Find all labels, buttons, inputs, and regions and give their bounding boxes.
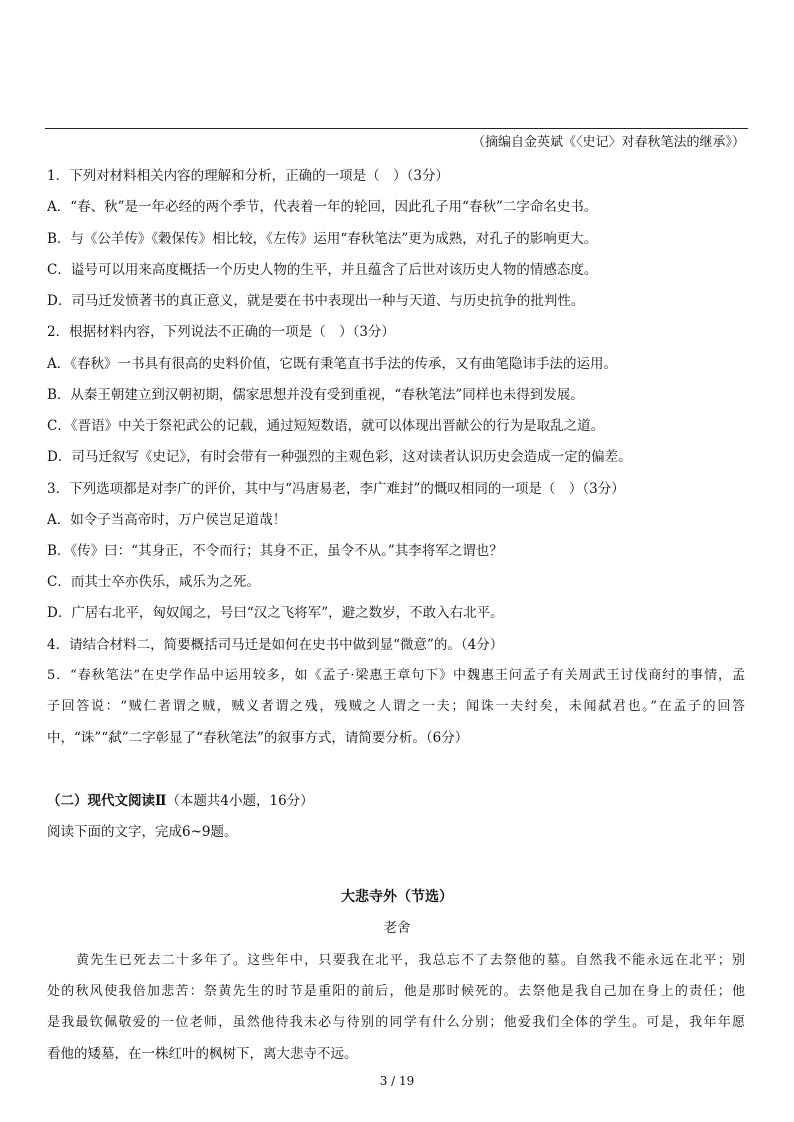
article-paragraph-line: 黄先生已死去二十多年了。这些年中，只要我在北平，我总忘不了去祭他的墓。自然我不能永远在北平；别 (76, 953, 745, 968)
header-divider (45, 128, 748, 129)
question-2-option-d: D．司马迁叙写《史记》，有时会带有一种强烈的主观色彩，这对读者认识历史会造成一定的偏差。 (47, 449, 632, 465)
source-citation: （摘编自金英斌《〈史记〉对春秋笔法的继承》） (471, 135, 745, 150)
question-3-option-a: A．如令子当高帝时，万户侯岂足道哉！ (47, 512, 287, 528)
question-1-option-d: D．司马迁发愤著书的真正意义，就是要在书中表现出一种与天道、与历史抗争的批判性。 (47, 293, 585, 309)
question-3-option-b: B．《传》曰：“其身正，不令而行；其身不正，虽令不从。”其李将军之谓也？ (47, 543, 503, 559)
question-1-option-a: A．“春、秋”是一年必经的两个季节，代表着一年的轮回，因此孔子用“春秋”二字命名史书。 (47, 199, 598, 215)
section-info: （本题共4小题，16分） (166, 793, 314, 809)
page-number: 3 / 19 (379, 1074, 415, 1088)
article-title: 大悲寺外（节选） (341, 889, 453, 905)
question-2-stem: 2．根据材料内容，下列说法不正确的一项是（ ）（3分） (47, 324, 395, 340)
question-5-line: 中，“诛”“弑”二字彰显了“春秋笔法”的叙事方式，请简要分析。（6分） (47, 730, 469, 746)
question-5-line: 子回答说：“贼仁者谓之贼，贼义者谓之残，残贼之人谓之一夫；闻诛一夫纣矣，未闻弑君也。”在孟子的回答 (47, 699, 745, 714)
article-paragraph-line: 处的秋风使我倍加悲苦：祭黄先生的时节是重阳的前后，他是那时候死的。去祭他是我自己加在身上的责任；他 (47, 984, 745, 999)
question-2-option-a: A．《春秋》一书具有很高的史料价值，它既有秉笔直书手法的传承，又有曲笔隐讳手法的运用。 (47, 356, 617, 372)
article-paragraph-line: 看他的矮墓，在一株红叶的枫树下，离大悲寺不远。 (47, 1046, 358, 1062)
section-instruction: 阅读下面的文字，完成6~9题。 (47, 824, 238, 840)
question-2-option-b: B．从秦王朝建立到汉朝初期，儒家思想并没有受到重视，“春秋笔法”同样也未得到发展。 (47, 387, 584, 403)
article-paragraph-line: 是我最钦佩敬爱的一位老师，虽然他待我未必与待别的同学有什么分别；他爱我们全体的学生。可是，我年年愿 (47, 1015, 745, 1030)
question-1-option-b: B．与《公羊传》《穀保传》相比较，《左传》运用“春秋笔法”更为成熟，对孔子的影响更大。 (47, 231, 598, 247)
section-title: （二）现代文阅读Ⅱ (47, 793, 167, 809)
question-5-line: 5．“春秋笔法”在史学作品中运用较多，如《孟子·梁惠王章句下》中魏惠王问孟子有关周武王讨伐商纣的事情，孟 (47, 668, 745, 683)
question-3-stem: 3．下列选项都是对李广的评价，其中与“冯唐易老，李广难封”的慨叹相同的一项是（ ）（3分） (47, 481, 625, 497)
section-heading (47, 791, 745, 811)
article-author: 老舍 (383, 920, 411, 936)
question-3-option-d: D．广居右北平，匈奴闻之，号曰“汉之飞将军”，避之数岁，不敢入右北平。 (47, 605, 504, 621)
question-2-option-c: C．《晋语》中关于祭祀武公的记载，通过短短数语，就可以体现出晋献公的行为是取乱之道。 (47, 418, 605, 434)
question-1-option-c: C．谥号可以用来高度概括一个历史人物的生平，并且蕴含了后世对该历史人物的情感态度。 (47, 262, 598, 278)
question-3-option-c: C．而其士卒亦佚乐，咸乐为之死。 (47, 574, 260, 590)
question-1-stem: 1．下列对材料相关内容的理解和分析，正确的一项是（ ）（3分） (47, 168, 449, 184)
question-4-stem: 4．请结合材料二，简要概括司马迁是如何在史书中做到显“微意”的。（4分） (47, 637, 504, 653)
